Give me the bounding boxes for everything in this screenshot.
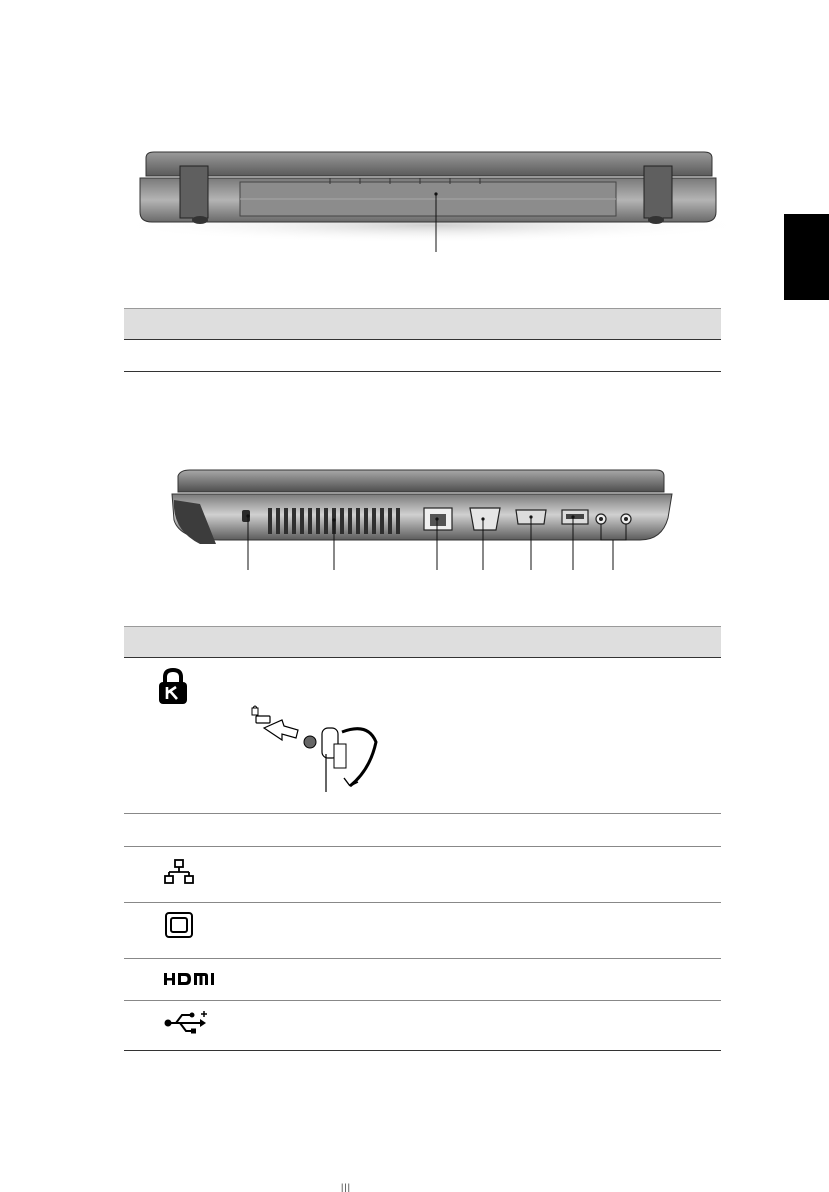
left-table-row-rule-4 (124, 958, 721, 959)
left-table-row-rule-1 (124, 813, 721, 814)
left-table-bottom-rule (124, 1050, 721, 1051)
vga-display-icon (164, 911, 194, 939)
left-table-row-rule-2 (124, 846, 721, 847)
bottom-binding-mark: ||| (341, 1182, 352, 1192)
kensington-lock-icon (156, 668, 190, 706)
network-icon (164, 859, 194, 885)
left-table-row-rule-3 (124, 902, 721, 903)
left-view-illustration (0, 0, 829, 580)
lock-usage-illustration (238, 702, 388, 794)
left-table-row-rule-5 (124, 1000, 721, 1001)
left-table-header-rule (124, 657, 721, 658)
left-table-header (124, 626, 721, 658)
hdmi-icon (164, 972, 216, 986)
usb-icon (164, 1009, 210, 1037)
